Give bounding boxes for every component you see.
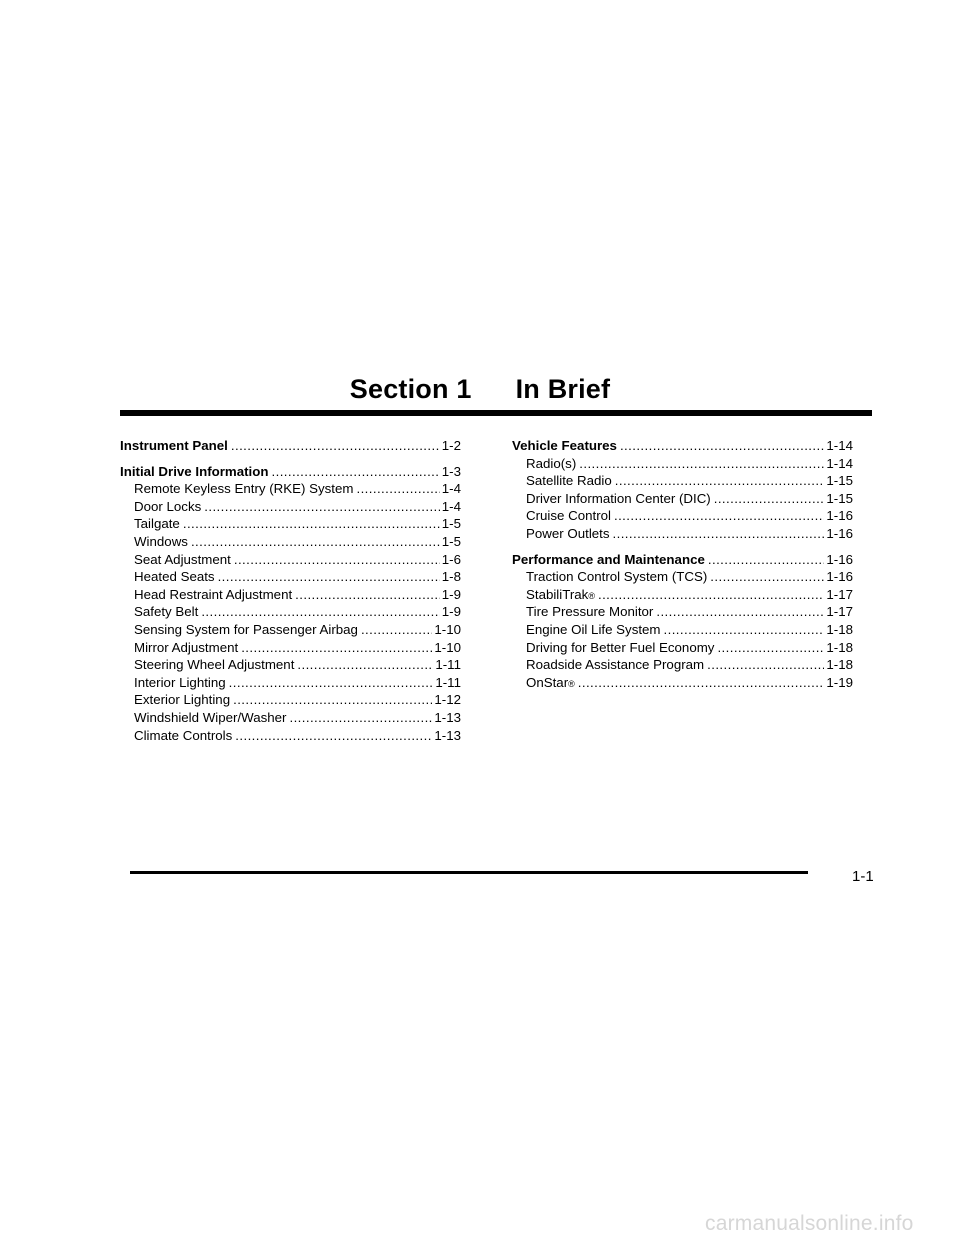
dot-leader <box>578 674 825 692</box>
section-label: Section 1 <box>349 374 472 404</box>
toc-entry-title: Driving for Better Fuel Economy <box>526 639 715 655</box>
toc-entry-page: 1-19 <box>826 674 853 690</box>
toc-subentry[interactable] <box>512 490 853 508</box>
dot-leader <box>356 480 439 498</box>
watermark: carmanualsonline.info <box>705 1212 914 1235</box>
toc-entry-title: Satellite Radio <box>526 473 612 489</box>
toc-subentry[interactable] <box>120 621 461 639</box>
toc-subentry[interactable] <box>120 603 461 621</box>
dot-leader <box>615 472 825 490</box>
toc-entry-page: 1-9 <box>441 604 461 620</box>
toc-entry-title: Cruise Control <box>526 508 611 524</box>
section-title: In Brief <box>515 374 611 404</box>
toc-entry-page: 1-5 <box>441 533 461 549</box>
toc-entry-title: Traction Control System (TCS) <box>526 569 708 585</box>
toc-entry-title: Tailgate <box>134 516 180 532</box>
toc-column-left <box>120 437 461 752</box>
toc-entry-page: 1-16 <box>826 569 853 585</box>
dot-leader <box>218 568 440 586</box>
toc-subentry[interactable] <box>120 515 461 533</box>
toc-entry-title: Radio(s) <box>526 455 577 471</box>
toc-entry-page: 1-16 <box>826 508 853 524</box>
dot-leader <box>717 639 824 657</box>
toc-entry[interactable] <box>512 437 853 455</box>
dot-leader <box>708 551 825 569</box>
toc-entry-title: Engine Oil Life System <box>526 621 661 637</box>
toc-entry-page: 1-14 <box>826 438 853 453</box>
toc-entry[interactable] <box>120 437 461 455</box>
dot-leader <box>664 621 825 639</box>
toc-subentry[interactable] <box>120 639 461 657</box>
toc-entry-page: 1-10 <box>434 621 461 637</box>
toc-entry-page: 1-6 <box>441 551 461 567</box>
toc-subentry[interactable] <box>120 656 461 674</box>
toc-entry-title: Roadside Assistance Program <box>526 657 705 673</box>
dot-leader <box>295 586 440 604</box>
dot-leader <box>710 568 824 586</box>
toc-entry-title: Instrument Panel <box>120 438 228 453</box>
toc-entry-title: OnStar <box>526 674 569 690</box>
toc-column-right <box>512 437 853 699</box>
toc-entry-page: 1-2 <box>441 438 461 453</box>
dot-leader <box>231 437 440 455</box>
dot-leader <box>234 551 440 569</box>
toc-entry-title: Driver Information Center (DIC) <box>526 490 711 506</box>
toc-entry-title: Interior Lighting <box>134 674 226 690</box>
toc-subentry[interactable] <box>120 727 461 745</box>
dot-leader <box>183 515 440 533</box>
dot-leader <box>201 603 439 621</box>
toc-entry-page: 1-15 <box>826 473 853 489</box>
toc-entry-page: 1-17 <box>826 604 853 620</box>
dot-leader <box>613 525 825 543</box>
toc-entry-title: Steering Wheel Adjustment <box>134 657 295 673</box>
toc-subentry[interactable] <box>120 709 461 727</box>
toc-entry-page: 1-16 <box>826 525 853 541</box>
dot-leader <box>191 533 440 551</box>
toc-group <box>512 551 853 692</box>
dot-leader <box>614 507 824 525</box>
toc-entry-title: Vehicle Features <box>512 438 617 453</box>
dot-leader <box>204 498 440 516</box>
toc-subentry[interactable] <box>512 568 853 586</box>
toc-entry-title: Tire Pressure Monitor <box>526 604 654 620</box>
toc-entry-title: Heated Seats <box>134 569 215 585</box>
dot-leader <box>579 455 824 473</box>
toc-group <box>512 437 853 543</box>
toc-entry-page: 1-5 <box>441 516 461 532</box>
section-heading <box>0 374 960 405</box>
toc-entry-title: Sensing System for Passenger Airbag <box>134 621 358 637</box>
dot-leader <box>361 621 432 639</box>
toc-subentry[interactable] <box>512 455 853 473</box>
toc-subentry[interactable] <box>120 586 461 604</box>
toc-entry-page: 1-4 <box>441 481 461 497</box>
toc-subentry[interactable] <box>120 533 461 551</box>
dot-leader <box>235 727 432 745</box>
toc-subentry[interactable] <box>120 691 461 709</box>
toc-entry-title: Exterior Lighting <box>134 692 231 708</box>
toc-entry-title: Safety Belt <box>134 604 199 620</box>
toc-entry-title: Windows <box>134 533 188 549</box>
dot-leader <box>229 674 434 692</box>
toc-entry-page: 1-9 <box>441 586 461 602</box>
toc-entry-title: StabiliTrak <box>526 586 589 602</box>
toc-entry-title: Door Locks <box>134 498 202 514</box>
toc-subentry[interactable] <box>512 603 853 621</box>
toc-subentry[interactable] <box>512 639 853 657</box>
toc-entry-page: 1-17 <box>826 586 853 602</box>
toc-subentry[interactable] <box>512 656 853 674</box>
dot-leader <box>297 656 433 674</box>
toc-subentry[interactable] <box>120 498 461 516</box>
dot-leader <box>620 437 824 455</box>
toc-subentry[interactable]: StabiliTrak ® ..... 1-17 <box>512 586 853 604</box>
toc-subentry[interactable] <box>120 551 461 569</box>
toc-entry[interactable] <box>512 551 853 569</box>
toc-subentry[interactable] <box>512 525 853 543</box>
toc-entry-page: 1-12 <box>434 692 461 708</box>
toc-subentry[interactable]: OnStar ® ..... 1-19 <box>512 674 853 692</box>
dot-leader <box>241 639 432 657</box>
toc-entry-title: Mirror Adjustment <box>134 639 239 655</box>
toc-group <box>120 463 461 745</box>
toc-entry-page: 1-11 <box>435 657 461 673</box>
toc-entry-page: 1-13 <box>434 727 461 743</box>
toc-entry-title: Performance and Maintenance <box>512 551 705 567</box>
toc-entry-page: 1-13 <box>434 709 461 725</box>
dot-leader <box>598 586 824 604</box>
toc-entry-title: Initial Drive Information <box>120 463 269 479</box>
toc-subentry[interactable] <box>512 472 853 490</box>
toc-entry-page: 1-11 <box>435 674 461 690</box>
toc-entry-page: 1-3 <box>441 463 461 479</box>
dot-leader <box>233 691 432 709</box>
toc-entry-title: Climate Controls <box>134 727 233 743</box>
toc-subentry[interactable] <box>120 674 461 692</box>
toc-entry-title: Windshield Wiper/Washer <box>134 709 287 725</box>
dot-leader <box>656 603 824 621</box>
dot-leader <box>707 656 824 674</box>
toc-entry-title: Power Outlets <box>526 525 610 541</box>
toc-entry-title: Seat Adjustment <box>134 551 231 567</box>
toc-subentry[interactable] <box>120 568 461 586</box>
dot-leader <box>714 490 825 508</box>
toc-entry-page: 1-14 <box>826 455 853 471</box>
page-number: 1-1 <box>852 868 874 885</box>
toc-entry-title: Remote Keyless Entry (RKE) System <box>134 481 354 497</box>
toc-entry-title: Head Restraint Adjustment <box>134 586 293 602</box>
toc-subentry[interactable] <box>512 621 853 639</box>
heading-rule <box>120 410 872 416</box>
toc-entry-page: 1-16 <box>826 551 853 567</box>
dot-leader <box>272 463 440 481</box>
dot-leader <box>289 709 432 727</box>
toc-entry-page: 1-18 <box>826 621 853 637</box>
toc-entry-page: 1-8 <box>441 569 461 585</box>
toc-subentry[interactable] <box>120 480 461 498</box>
toc-subentry[interactable] <box>512 507 853 525</box>
toc-group <box>120 437 461 455</box>
toc-entry-page: 1-15 <box>826 490 853 506</box>
toc-entry-page: 1-18 <box>826 639 853 655</box>
toc-entry-page: 1-10 <box>434 639 461 655</box>
toc-entry[interactable] <box>120 463 461 481</box>
toc-entry-page: 1-4 <box>441 498 461 514</box>
toc-entry-page: 1-18 <box>826 657 853 673</box>
footer-rule <box>130 871 808 874</box>
